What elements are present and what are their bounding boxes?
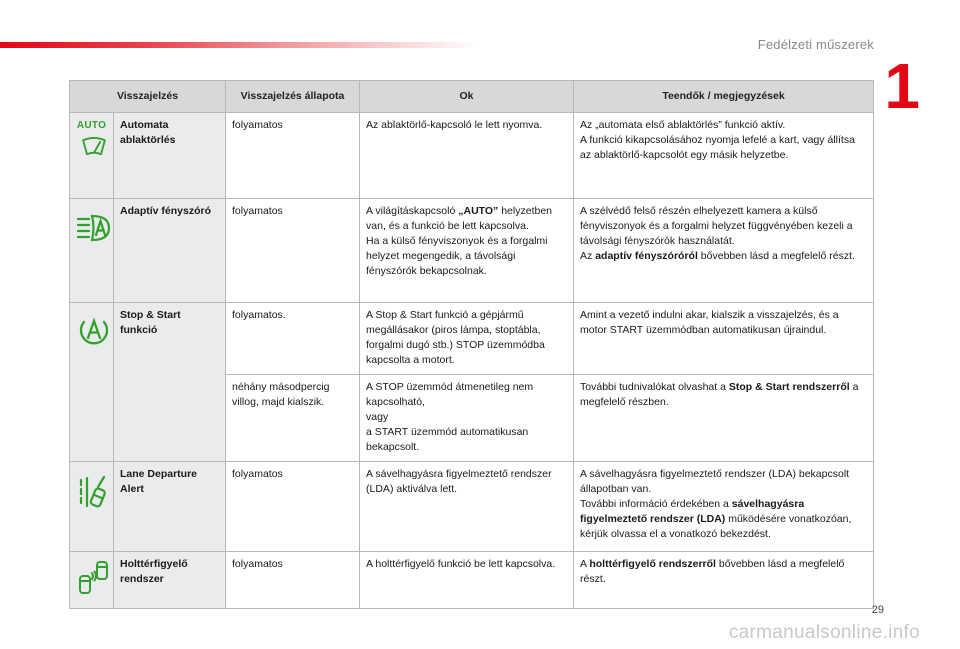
indicator-cause (360, 375, 574, 462)
header-accent-bar (0, 42, 480, 48)
indicator-cause (360, 199, 574, 303)
action-text-part: a megfelelő részben. (580, 381, 859, 408)
cause-text: Ha a külső fényviszonyok és a forgalmi helyzet megengedik, a távolsági fényszórók bekapcsolnak. (366, 235, 548, 277)
action-text: A sávelhagyásra figyelmeztető rendszer (LDA) bekapcsolt állapotban van. (580, 468, 850, 495)
icon-cell (70, 113, 114, 199)
cause-text: a START üzemmód automatikusan bekapcsolt. (366, 426, 529, 453)
indicator-action: Amint a vezető indulni akar, kialszik a visszajelzés, és a motor START üzemmódban automatikusan újraindul. (574, 303, 874, 375)
action-text-bold: Stop & Start rendszerről (728, 381, 850, 393)
blind-spot-icon (76, 557, 112, 597)
watermark-text: carmanualsonline.info (728, 622, 920, 643)
column-header-indicator: Visszajelzés (70, 81, 226, 113)
action-text-part: Az (580, 250, 596, 262)
table-row (70, 199, 874, 303)
indicator-state: folyamatos (226, 199, 360, 303)
indicator-name: Stop & Start funkció (114, 303, 226, 462)
action-text-bold: holttérfigyelő rendszerről (589, 558, 716, 570)
indicator-action (574, 462, 874, 552)
indicator-table (69, 80, 874, 609)
indicator-state: folyamatos (226, 113, 360, 199)
cause-text: vagy (366, 411, 389, 423)
action-text-part: működésére vonatkozóan, kérjük olvassa el a vonatkozó bekezdést. (580, 513, 852, 540)
table-row (70, 113, 874, 199)
table-header-row (70, 81, 874, 113)
cause-text: A STOP üzemmód átmenetileg nem kapcsolható, (366, 381, 534, 408)
table-row (70, 303, 874, 375)
action-text: A funkció kikapcsolásához nyomja lefelé a kart, vagy állítsa az ablaktörlő-kapcsolót egy másik helyzetbe. (580, 134, 855, 161)
cause-text-part: A világításkapcsoló (366, 205, 459, 217)
indicator-state: folyamatos (226, 462, 360, 552)
indicator-name: Adaptív fényszóró (114, 199, 226, 303)
action-text: Az „automata első ablaktörlés” funkció aktív. (580, 119, 786, 131)
adaptive-headlamp-icon (76, 210, 112, 246)
indicator-action (574, 199, 874, 303)
page-number: 29 (871, 604, 884, 616)
indicator-cause: A Stop & Start funkció a gépjármű megállásakor (piros lámpa, stoptábla, forgalmi dugó stb.) STOP üzemmódba kapcsolta a motort. (360, 303, 574, 375)
indicator-action (574, 375, 874, 462)
indicator-name: Automata ablaktörlés (114, 113, 226, 199)
icon-cell (70, 552, 114, 609)
indicator-cause: A sávelhagyásra figyelmeztető rendszer (LDA) aktiválva lett. (360, 462, 574, 552)
action-text-bold: sávelhagyásra figyelmeztető rendszer (LDA) (580, 498, 805, 525)
indicator-state: néhány másodpercig villog, majd kialszik. (226, 375, 360, 462)
chapter-number: 1 (884, 50, 920, 122)
action-text: A szélvédő felső részén elhelyezett kamera a külső fényviszonyok és a forgalmi helyzet függvényében kezeli a távolsági fényszórók használatát. (580, 205, 853, 247)
column-header-cause: Ok (360, 81, 574, 113)
icon-cell (70, 199, 114, 303)
auto-wiper-icon (76, 134, 112, 162)
action-text-bold: adaptív fényszóróról (595, 250, 698, 262)
lane-departure-icon (76, 471, 112, 513)
table-row (70, 462, 874, 552)
indicator-state: folyamatos (226, 552, 360, 609)
indicator-cause: A holttérfigyelő funkció be lett kapcsolva. (360, 552, 574, 609)
cause-text-part: helyzetben van, és a funkció be lett kapcsolva. (366, 205, 553, 232)
action-text-part: A (580, 558, 590, 570)
cause-text (366, 204, 567, 234)
table-row (70, 552, 874, 609)
icon-cell (70, 462, 114, 552)
cause-text-bold: „AUTO” (458, 205, 499, 217)
section-title: Fedélzeti műszerek (757, 37, 874, 52)
indicator-name: Holttérfigyelő rendszer (114, 552, 226, 609)
action-text-part: További tudnivalókat olvashat a (580, 381, 729, 393)
icon-cell (70, 303, 114, 462)
action-text (580, 497, 867, 542)
indicator-state: folyamatos. (226, 303, 360, 375)
action-text-part: További információ érdekében a (580, 498, 732, 510)
action-text (580, 249, 867, 264)
action-text-part: bővebben lásd a megfelelő részt. (580, 558, 845, 585)
indicator-action (574, 113, 874, 199)
stop-start-icon (76, 312, 112, 348)
auto-wiper-icon-label: AUTO (76, 120, 107, 131)
column-header-action: Teendők / megjegyzések (574, 81, 874, 113)
indicator-action (574, 552, 874, 609)
indicator-name: Lane Departure Alert (114, 462, 226, 552)
column-header-state: Visszajelzés állapota (226, 81, 360, 113)
indicator-cause: Az ablaktörlő-kapcsoló le lett nyomva. (360, 113, 574, 199)
action-text-part: bővebben lásd a megfelelő részt. (697, 250, 855, 262)
